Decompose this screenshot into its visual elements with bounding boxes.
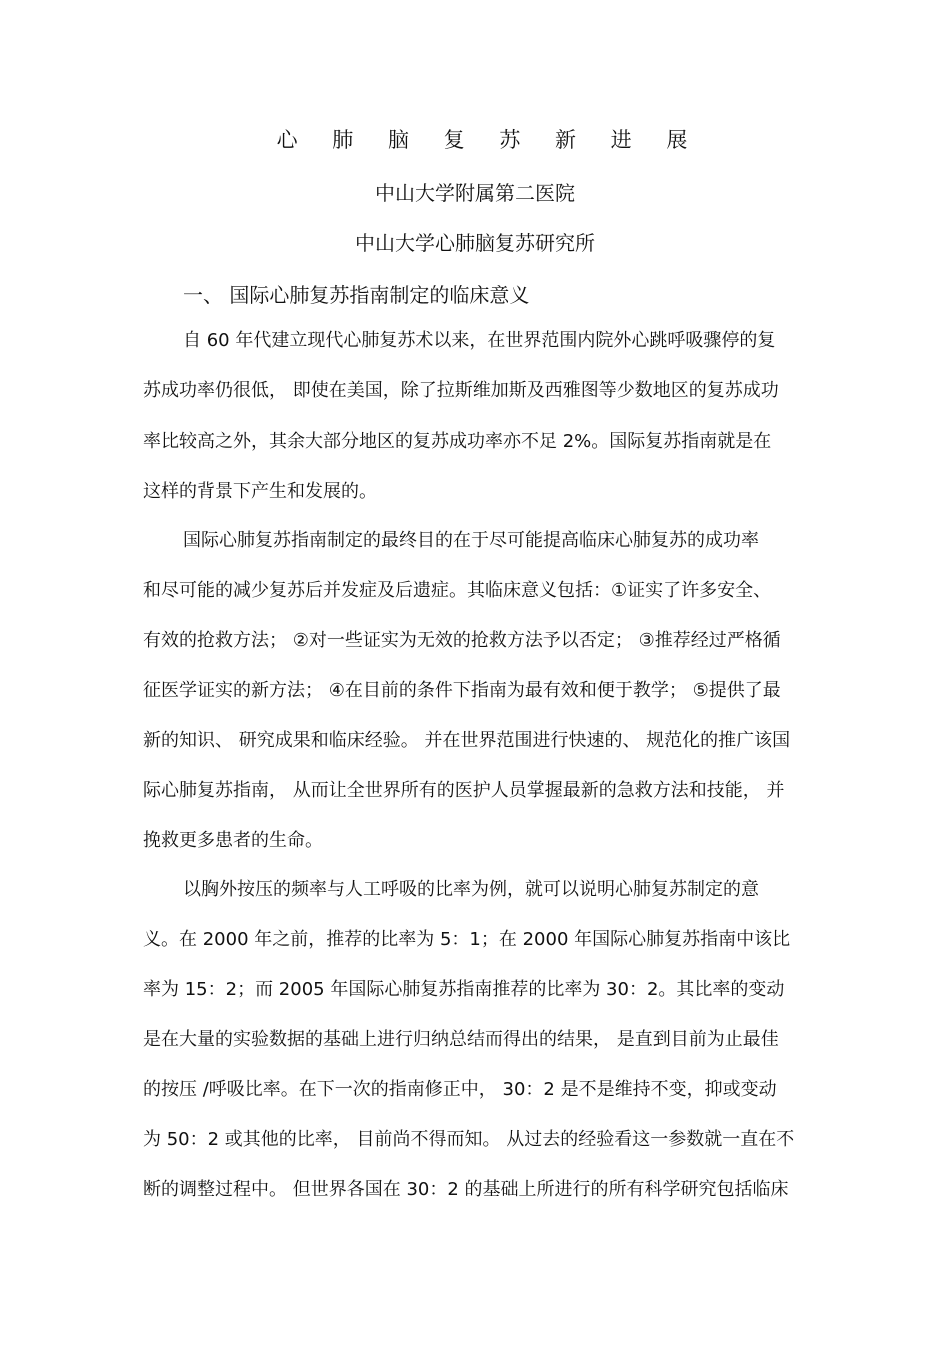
body-line: 苏成功率仍很低， 即使在美国，除了拉斯维加斯及西雅图等少数地区的复苏成功	[143, 380, 779, 401]
body-line: 是在大量的实验数据的基础上进行归纳总结而得出的结果， 是直到目前为止最佳	[143, 1029, 779, 1050]
body-line: 断的调整过程中。 但世界各国在 30：2 的基础上所进行的所有科学研究包括临床	[143, 1179, 789, 1200]
body-line: 以胸外按压的频率与人工呼吸的比率为例，就可以说明心肺复苏制定的意	[183, 879, 759, 900]
document-title: 心 肺 脑 复 苏 新 进 展	[276, 128, 702, 152]
body-line: 的按压 /呼吸比率。在下一次的指南修正中， 30：2 是不是维持不变，抑或变动	[143, 1079, 777, 1100]
body-line: 际心肺复苏指南， 从而让全世界所有的医护人员掌握最新的急救方法和技能， 并	[143, 780, 785, 801]
section-heading: 一、 国际心肺复苏指南制定的临床意义	[183, 283, 530, 307]
body-line: 率比较高之外，其余大部分地区的复苏成功率亦不足 2%。国际复苏指南就是在	[143, 431, 772, 452]
body-line: 和尽可能的减少复苏后并发症及后遗症。其临床意义包括：①证实了许多安全、	[143, 580, 772, 601]
body-line: 新的知识、 研究成果和临床经验。 并在世界范围进行快速的、 规范化的推广该国	[143, 730, 791, 751]
body-line: 国际心肺复苏指南制定的最终目的在于尽可能提高临床心肺复苏的成功率	[183, 530, 759, 551]
affiliation-hospital: 中山大学附属第二医院	[375, 181, 575, 205]
body-line: 挽救更多患者的生命。	[143, 830, 323, 851]
affiliation-institute: 中山大学心肺脑复苏研究所	[355, 231, 595, 255]
body-line: 有效的抢救方法； ②对一些证实为无效的抢救方法予以否定； ③推荐经过严格循	[143, 630, 781, 651]
body-line: 征医学证实的新方法； ④在目前的条件下指南为最有效和便于教学； ⑤提供了最	[143, 680, 781, 701]
body-line: 义。在 2000 年之前，推荐的比率为 5：1；在 2000 年国际心肺复苏指南中该比	[143, 929, 791, 950]
body-line: 率为 15：2；而 2005 年国际心肺复苏指南推荐的比率为 30：2。其比率的变动	[143, 979, 785, 1000]
body-line: 这样的背景下产生和发展的。	[143, 481, 377, 502]
body-line: 为 50：2 或其他的比率， 目前尚不得而知。 从过去的经验看这一参数就一直在不	[143, 1129, 795, 1150]
body-line: 自 60 年代建立现代心肺复苏术以来，在世界范围内院外心跳呼吸骤停的复	[183, 330, 776, 351]
